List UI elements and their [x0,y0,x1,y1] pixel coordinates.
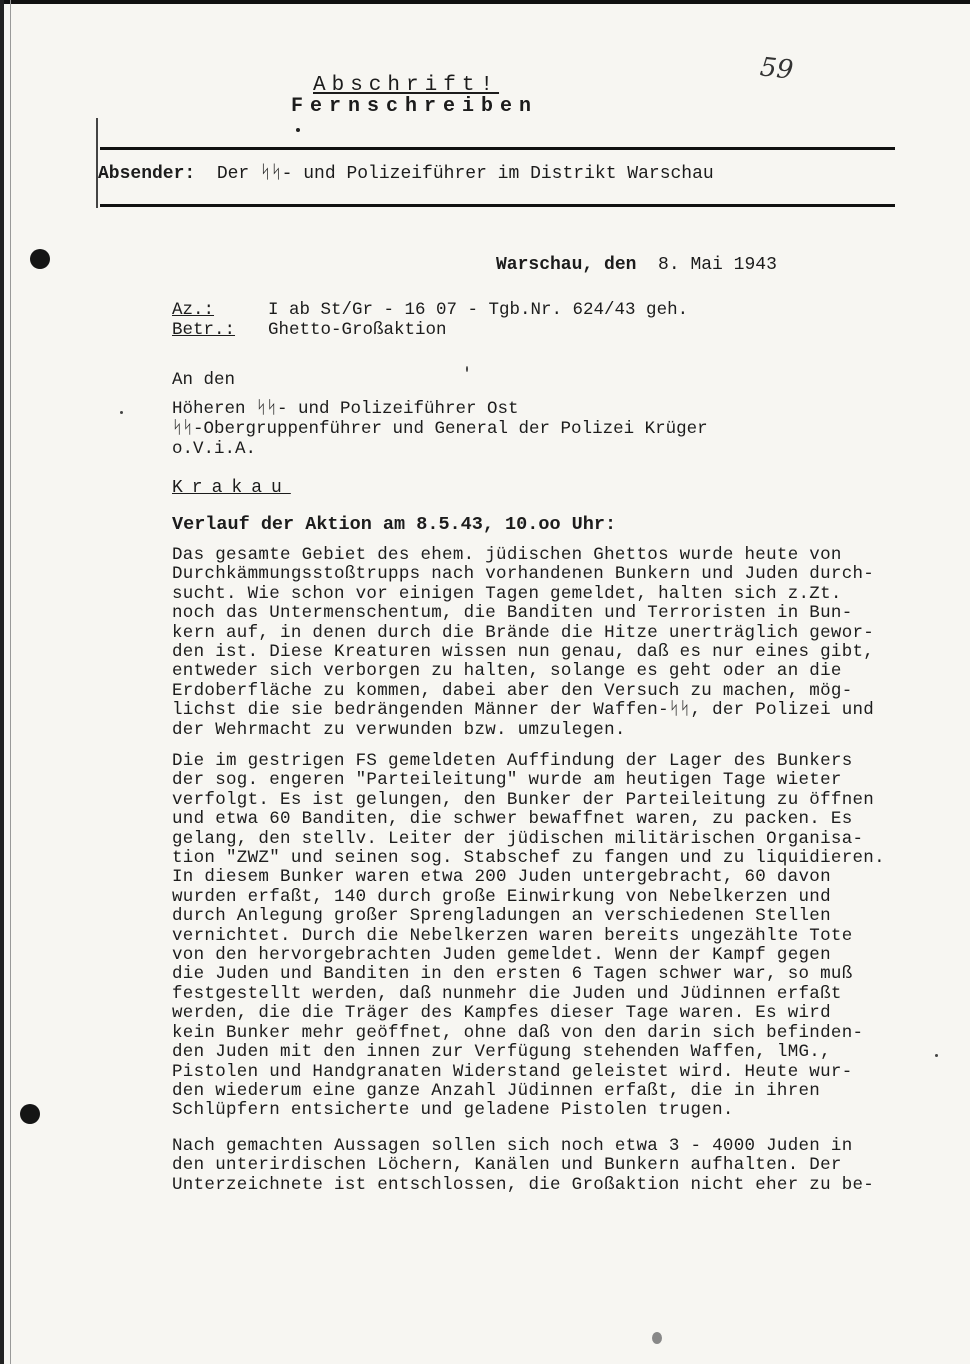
date-value: 8. Mai 1943 [658,255,777,275]
document-subtitle: Fernschreiben [291,95,539,118]
body-line: Durchkämmungsstoßtrupps nach vorhandenen Bunkern und Juden durch- [172,564,875,585]
body-line: der sog. engeren "Parteileitung" wurde am heutigen Tage wieter [172,770,842,791]
sender-label: Absender: [98,164,196,184]
page-top-edge [0,0,970,4]
body-line: tion "ZWZ" und seinen sog. Stabschef zu fangen und zu liquidieren. [172,848,885,869]
recipient-line: Höheren ᛋᛋ- und Polizeiführer Ost [172,399,519,419]
ink-speck [935,1054,938,1057]
date-line [496,255,777,275]
body-line: sucht. Wie schon vor einigen Tagen gemeldet, halten sich z.Zt. [172,583,842,604]
body-line: den ist. Diese Kreaturen wissen nun genau, daß es nur eines gibt, [172,642,875,663]
body-line: Nach gemachten Aussagen sollen sich noch etwa 3 - 4000 Juden in [172,1136,853,1156]
body-line: kern auf, in denen durch die Brände die Hitze unerträglich gewor- [172,622,875,643]
sender-rule-top [100,147,895,150]
body-line: kein Bunker mehr geöffnet, ohne daß von den darin sich befinden- [172,1022,864,1043]
body-line: entweder sich verborgen zu halten, solange es geht oder an die [172,661,842,682]
body-line: von den hervorgebrachten Juden gemeldet. Wenn der Kampf gegen [172,945,831,966]
betr-value: Ghetto-Großaktion [268,320,447,340]
body-paragraph-2 [172,752,885,1121]
recipient-city: Krakau [172,478,291,498]
body-line: werden, die die Träger des Kampfes dieser Tage waren. Es wird [172,1003,831,1024]
body-line: Die im gestrigen FS gemeldeten Auffindung der Lager des Bunkers [172,751,853,771]
body-line: Erdoberfläche zu kommen, dabei aber den Versuch zu machen, mög- [172,680,853,701]
body-line: die Juden und Banditen in den ersten 6 Tagen schwer war, so muß [172,964,853,985]
body-line: Unterzeichnete ist entschlossen, die Großaktion nicht eher zu be- [172,1174,875,1195]
body-line: den wiederum eine ganze Anzahl Jüdinnen erfaßt, die in ihren [172,1080,821,1101]
body-line: festgestellt werden, daß nunmehr die Juden und Jüdinnen erfaßt [172,983,842,1004]
body-line: Das gesamte Gebiet des ehem. jüdischen Ghettos wurde heute von [172,545,842,565]
body-line: der Wehrmacht zu verwunden bzw. umzulegen. [172,719,626,740]
sender-line [98,164,714,184]
recipient-line: o.V.i.A. [172,439,257,459]
body-line: wurden erfaßt, 140 durch große Einwirkung von Nebelkerzen und [172,886,831,907]
punch-hole-top [30,249,50,269]
punch-hole-bottom [20,1104,40,1124]
ink-dot [296,128,300,132]
reference-az [172,300,688,320]
body-line: Pistolen und Handgranaten Widerstand geleistet wird. Heute wur- [172,1061,853,1082]
body-line: noch das Untermenschentum, die Banditen und Terroristen in Bun- [172,603,853,624]
body-line: Schlüpfern entsicherte und geladene Pistolen trugen. [172,1100,734,1121]
body-line: In diesem Bunker waren etwa 200 Juden untergebracht, 60 davon [172,867,831,888]
page-left-edge-line [10,0,11,1364]
ink-speck [120,411,123,414]
body-line: vernichtet. Durch die Nebelkerzen waren bereits ungezählte Tote [172,925,853,946]
margin-bar [96,118,98,208]
handwritten-page-number: 59 [758,52,795,86]
az-label: Az.: [172,300,215,320]
body-line: den unterirdischen Löchern, Kanälen und Bunkern aufhalten. Der [172,1155,842,1176]
ink-smudge [652,1332,662,1344]
body-line: und etwa 60 Banditen, die schwer bewaffnet waren, zu packen. Es [172,809,853,830]
document-title: Abschrift! [313,74,500,97]
body-line: gelang, den stellv. Leiter der jüdischen militärischen Organisa- [172,828,864,849]
ink-speck [466,366,468,372]
body-heading [172,514,616,535]
body-paragraph-1 [172,546,874,740]
az-value: I ab St/Gr - 16 07 - Tgb.Nr. 624/43 geh. [268,300,689,320]
body-heading-text: Verlauf der Aktion am 8.5.43, 10.oo Uhr: [172,514,617,535]
body-line: verfolgt. Es ist gelungen, den Bunker der Parteileitung zu öffnen [172,789,875,810]
body-paragraph-3 [172,1137,874,1195]
recipient-line: ᛋᛋ-Obergruppenführer und General der Polizei Krüger [172,419,708,439]
page-left-edge [0,0,4,1364]
body-line: den Juden mit den innen zur Verfügung stehenden Waffen, lMG., [172,1042,831,1063]
sender-rule-bottom [100,204,895,207]
betr-label: Betr.: [172,320,236,340]
reference-betr [172,320,447,340]
date-place: Warschau, den [496,255,637,275]
body-line: lichst die sie bedrängenden Männer der Waffen-ᛋᛋ, der Polizei und [172,700,875,721]
recipient-salutation: An den [172,370,236,390]
sender-text: Der ᛋᛋ- und Polizeiführer im Distrikt Warschau [216,164,714,184]
body-line: durch Anlegung großer Sprengladungen an verschiedenen Stellen [172,906,831,927]
